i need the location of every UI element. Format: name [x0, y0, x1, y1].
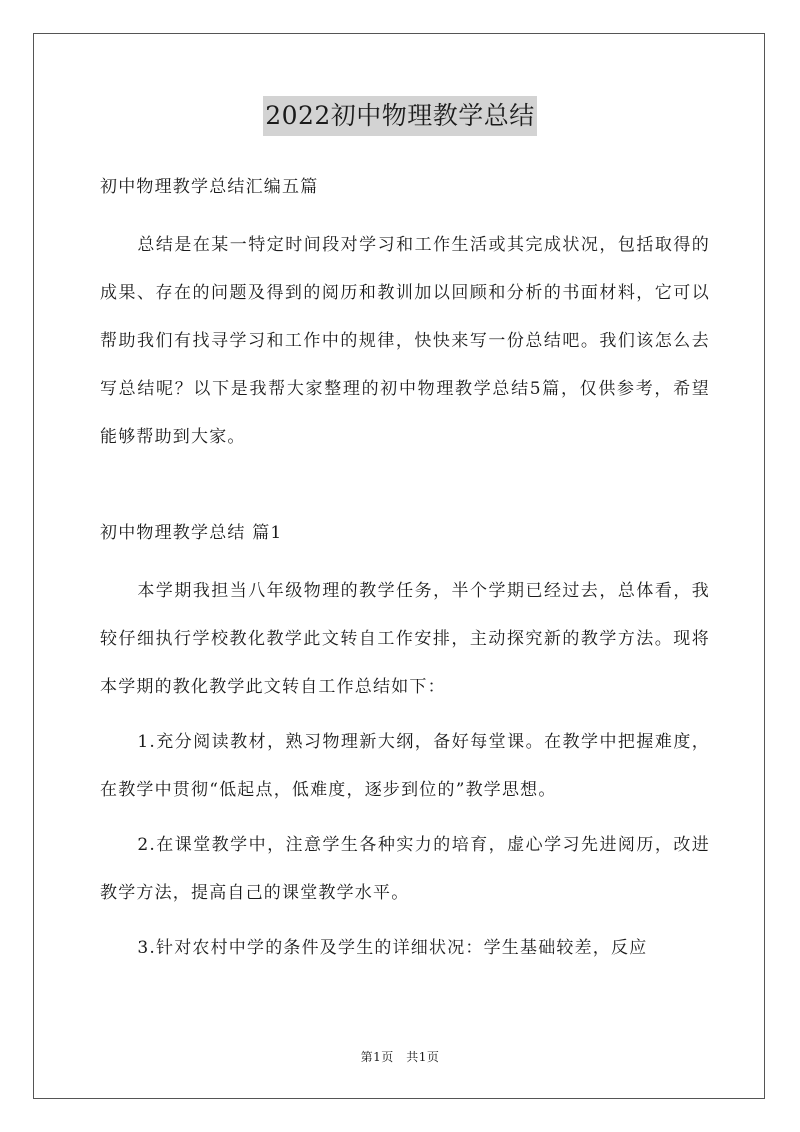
document-title: 2022初中物理教学总结 — [263, 96, 537, 136]
title-container — [0, 96, 800, 136]
page-footer — [0, 1048, 800, 1065]
section-paragraph: 2.在课堂教学中，注意学生各种实力的培育，虚心学习先进阅历，改进教学方法，提高自己的课堂教学水平。 — [100, 835, 710, 903]
section-paragraph: 3.针对农村中学的条件及学生的详细状况：学生基础较差，反应 — [137, 938, 648, 958]
page-indicator: 第1页 共1页 — [360, 1050, 440, 1064]
section-heading: 初中物理教学总结 篇1 — [100, 523, 283, 543]
document-body — [100, 170, 710, 972]
document-subtitle: 初中物理教学总结汇编五篇 — [100, 177, 319, 197]
section-paragraph: 本学期我担当八年级物理的教学任务，半个学期已经过去，总体看，我较仔细执行学校教化教学此文转自工作安排，主动探究新的教学方法。现将本学期的教化教学此文转自工作总结如下： — [100, 581, 710, 697]
section-paragraph: 1.充分阅读教材，熟习物理新大纲，备好每堂课。在教学中把握难度，在教学中贯彻“低起点，低难度，逐步到位的”教学思想。 — [100, 732, 710, 800]
intro-paragraph: 总结是在某一特定时间段对学习和工作生活或其完成状况，包括取得的成果、存在的问题及得到的阅历和教训加以回顾和分析的书面材料，它可以帮助我们有找寻学习和工作中的规律，快快来写一份总结吧。我们该怎么去写总结呢？以下是我帮大家整理的初中物理教学总结5篇，仅供参考，希望能够帮助到大家。 — [100, 235, 710, 447]
